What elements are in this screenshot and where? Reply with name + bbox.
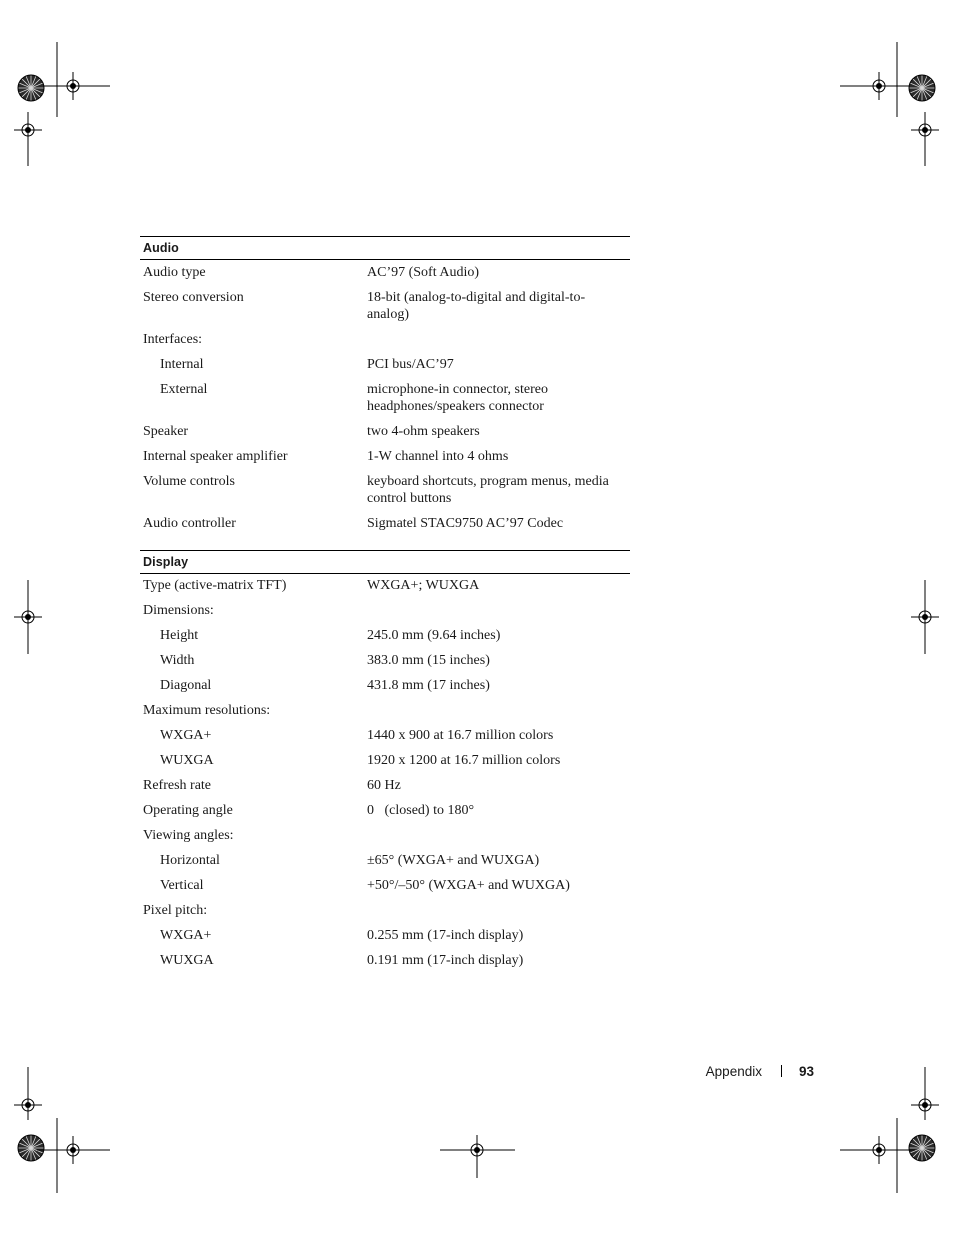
color-bar-icon (18, 75, 44, 101)
spec-value: 0 (closed) to 180° (367, 803, 475, 818)
display-rows (140, 577, 630, 977)
spec-value: PCI bus/AC’97 (367, 357, 454, 372)
registration-mark-icon (59, 1136, 87, 1164)
table-row (140, 777, 630, 802)
table-row (140, 331, 630, 356)
audio-rows (140, 264, 630, 540)
page-number: 93 (798, 1063, 814, 1079)
color-bar-icon (18, 1135, 44, 1161)
spec-label: External (160, 382, 208, 397)
table-row (140, 802, 630, 827)
table-row (140, 356, 630, 381)
spec-label: Internal (160, 357, 204, 372)
table-row (140, 423, 630, 448)
registration-mark-icon (865, 1136, 893, 1164)
spec-value: WXGA+; WUXGA (367, 578, 480, 593)
table-row (140, 927, 630, 952)
table-row (140, 381, 630, 423)
spec-label: Dimensions: (143, 603, 214, 618)
spec-value: microphone-in connector, stereo headphones/speakers connector (367, 382, 548, 414)
footer-section-title: Appendix (705, 1063, 762, 1079)
table-row (140, 877, 630, 902)
table-row (140, 727, 630, 752)
footer-divider (781, 1065, 782, 1077)
spec-value: keyboard shortcuts, program menus, media control buttons (367, 474, 609, 506)
registration-mark-icon (463, 1136, 491, 1164)
spec-value: 245.0 mm (9.64 inches) (367, 628, 501, 643)
spec-value: ±65° (WXGA+ and WUXGA) (367, 853, 540, 868)
spec-value: 383.0 mm (15 inches) (367, 653, 490, 668)
table-row (140, 473, 630, 515)
spec-label: Horizontal (160, 853, 220, 868)
spec-label: Speaker (143, 424, 189, 439)
spec-value: 431.8 mm (17 inches) (367, 678, 490, 693)
table-row (140, 752, 630, 777)
spec-value: 18-bit (analog-to-digital and digital-to-analog) (367, 290, 586, 322)
spec-label: Height (160, 628, 199, 643)
table-row (140, 577, 630, 602)
spec-label: Refresh rate (143, 778, 212, 793)
table-row (140, 852, 630, 877)
spec-value: 1920 x 1200 at 16.7 million colors (367, 753, 561, 768)
table-row (140, 902, 630, 927)
page-footer (706, 1061, 814, 1081)
table-row (140, 652, 630, 677)
section-header-display: Display (140, 550, 630, 574)
display-spec-table (140, 550, 630, 977)
table-row (140, 827, 630, 852)
table-row (140, 515, 630, 540)
spec-label: WXGA+ (160, 928, 212, 943)
spec-value: 1-W channel into 4 ohms (367, 449, 509, 464)
spec-label: Width (160, 653, 195, 668)
spec-value: 1440 x 900 at 16.7 million colors (367, 728, 554, 743)
spec-value: 60 Hz (367, 778, 401, 793)
table-row (140, 448, 630, 473)
spec-label: Audio controller (143, 516, 236, 531)
registration-mark-icon (865, 72, 893, 100)
spec-label: WUXGA (160, 753, 214, 768)
spec-label: Diagonal (160, 678, 212, 693)
spec-label: Viewing angles: (143, 828, 234, 843)
table-row (140, 602, 630, 627)
spec-value: Sigmatel STAC9750 AC’97 Codec (367, 516, 564, 531)
registration-mark-icon (59, 72, 87, 100)
color-bar-icon (909, 1135, 935, 1161)
spec-value: +50°/–50° (WXGA+ and WUXGA) (367, 878, 570, 893)
spec-label: Pixel pitch: (143, 903, 208, 918)
spec-value: AC’97 (Soft Audio) (367, 265, 479, 280)
spec-label: Volume controls (143, 474, 235, 489)
spec-label: Vertical (160, 878, 204, 893)
spec-label: Audio type (143, 265, 206, 280)
spec-label: Interfaces: (143, 332, 203, 347)
spec-label: WUXGA (160, 953, 214, 968)
color-bar-icon (909, 75, 935, 101)
table-row (140, 702, 630, 727)
table-row (140, 627, 630, 652)
spec-label: Type (active-matrix TFT) (143, 578, 287, 593)
spec-value: two 4-ohm speakers (367, 424, 480, 439)
spec-label: Maximum resolutions: (143, 703, 271, 718)
spec-value: 0.255 mm (17-inch display) (367, 928, 524, 943)
table-row (140, 952, 630, 977)
audio-spec-table (140, 236, 630, 540)
spec-value: 0.191 mm (17-inch display) (367, 953, 524, 968)
spec-label: Operating angle (143, 803, 233, 818)
table-row (140, 264, 630, 289)
table-row (140, 677, 630, 702)
spec-label: Stereo conversion (143, 290, 244, 305)
spec-label: Internal speaker amplifier (143, 449, 288, 464)
table-row (140, 289, 630, 331)
section-header-audio: Audio (140, 236, 630, 260)
spec-label: WXGA+ (160, 728, 212, 743)
